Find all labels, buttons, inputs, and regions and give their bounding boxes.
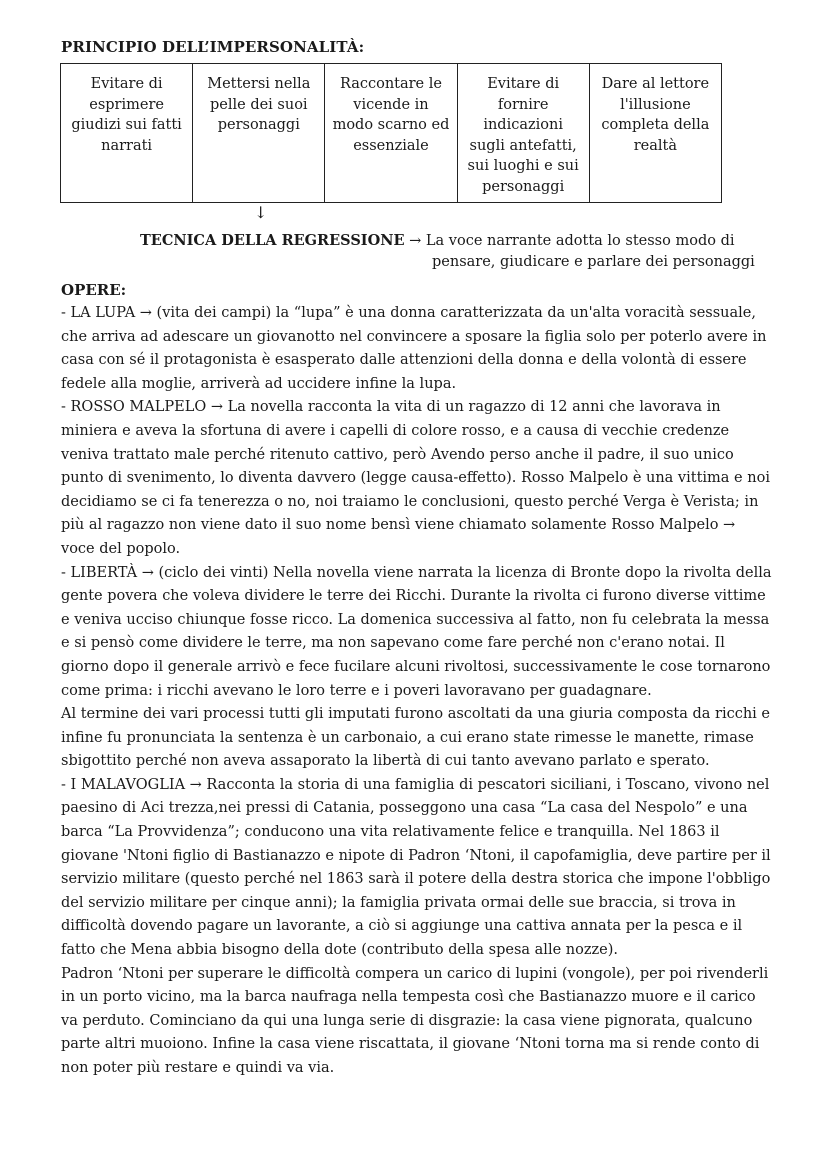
technique-title: TECNICA DELLA REGRESSIONE [140, 232, 405, 249]
right-arrow-icon: → [409, 233, 422, 249]
paragraph-liberta-cont: Al termine dei vari processi tutti gli imputati furono ascoltati da una giuria composta da ricchi e infine fu pronunciata la sentenza è un carbonaio, a cui erano state rimesse le manette, rimase sbigottito perché non aveva assaporato la libertà di cui tanto avevano parlato e sperato. [61, 706, 771, 770]
principles-table [60, 63, 722, 203]
principles-row [61, 64, 722, 203]
paragraph-liberta: - LIBERTÀ → (ciclo dei vinti) Nella novella viene narrata la licenza di Bronte dopo la rivolta della gente povera che voleva dividere le terre dei Ricchi. Durante la rivolta ci furono diverse vittime e veniva ucciso chiunque fosse ricco. La domenica successiva al fatto, non fu celebrata la messa e si pensò come dividere le terre, ma non sapevano come fare perché non c'erano notai. Il giorno dopo il generale arrivò e fece fucilare alcuni rivoltosi, successivamente le cose tornarono come prima: i ricchi avevano le loro terre e i poveri lavoravano per guadagnare. [61, 564, 772, 699]
technique-line-1: La voce narrante adotta lo stesso modo di [425, 233, 735, 249]
paragraph-rosso-malpelo: - ROSSO MALPELO → La novella racconta la vita di un ragazzo di 12 anni che lavorava in miniera e aveva la sfortuna di avere i capelli di colore rosso, e a causa di vecchie credenze veniva trattato male perché ritenuto cattivo, però Avendo perso anche il padre, il suo unico punto di svenimento, lo diventa davvero (legge causa-effetto). Rosso Malpelo è una vittima e noi decidiamo se ci fa tenerezza o no, noi traiamo le conclusioni, questo perché Verga è Verista; in più al ragazzo non viene dato il suo nome bensì viene chiamato solamente Rosso Malpelo → voce del popolo. [61, 399, 770, 557]
paragraph-la-lupa: - LA LUPA → (vita dei campi) la “lupa” è una donna caratterizzata da un'alta voracità sessuale, che arriva ad adescare un giovanotto nel convincere a sposare la figlia solo per poterlo avere in casa con sé il protagonista è esasperato dalle attenzioni della donna e della volontà di essere fedele alla moglie, arriverà ad uccidere infine la lupa. [61, 305, 767, 392]
paragraph-malavoglia-cont: Padron ‘Ntoni per superare le difficoltà compera un carico di lupini (vongole), per poi rivenderli in un porto vicino, ma la barca naufraga nella tempesta così che Bastianazzo muore e il carico va perduto. Cominciano da qui una lunga serie di disgrazie: la casa viene pignorata, qualcuno parte altri muoiono. Infine la casa viene riscattata, il giovane ‘Ntoni torna ma si rende conto di non poter più restare e quindi va via. [61, 965, 769, 1076]
technique-line-2: pensare, giudicare e parlare dei personaggi [432, 254, 755, 270]
principle-cell: Mettersi nella pelle dei suoi personaggi [193, 64, 325, 203]
principle-cell: Evitare di esprimere giudizi sui fatti narrati [61, 64, 193, 203]
principle-cell: Evitare di fornire indicazioni sugli antefatti, sui luoghi e sui personaggi [457, 64, 589, 203]
principle-cell: Dare al lettore l'illusione completa della realtà [589, 64, 721, 203]
technique-block [140, 230, 780, 273]
paragraph-malavoglia: - I MALAVOGLIA → Racconta la storia di una famiglia di pescatori siciliani, i Toscano, vivono nel paesino di Aci trezza,nei pressi di Catania, posseggono una casa “La casa del Nespolo” e una barca “La Provvidenza”; conducono una vita relativamente felice e tranquilla. Nel 1863 il giovane 'Ntoni figlio di Bastianazzo e nipote di Padron ‘Ntoni, il capofamiglia, deve partire per il servizio militare (questo perché nel 1863 sarà il potere della destra storica che impone l'obbligo del servizio militare per cinque anni); la famiglia privata ormai delle sue braccia, si trova in difficoltà dovendo pagare un lavorante, a ciò si aggiunge una cattiva annata per la pesca e il fatto che Mena abbia bisogno della dote (contributo della spesa alle nozze). [61, 776, 771, 959]
down-arrow-icon: ↓ [254, 203, 268, 222]
principle-cell: Raccontare le vicende in modo scarno ed essenziale [325, 64, 457, 203]
works-text [61, 302, 773, 1081]
works-heading: OPERE: [61, 281, 127, 299]
section-heading: PRINCIPIO DELL’IMPERSONALITÀ: [61, 38, 365, 56]
